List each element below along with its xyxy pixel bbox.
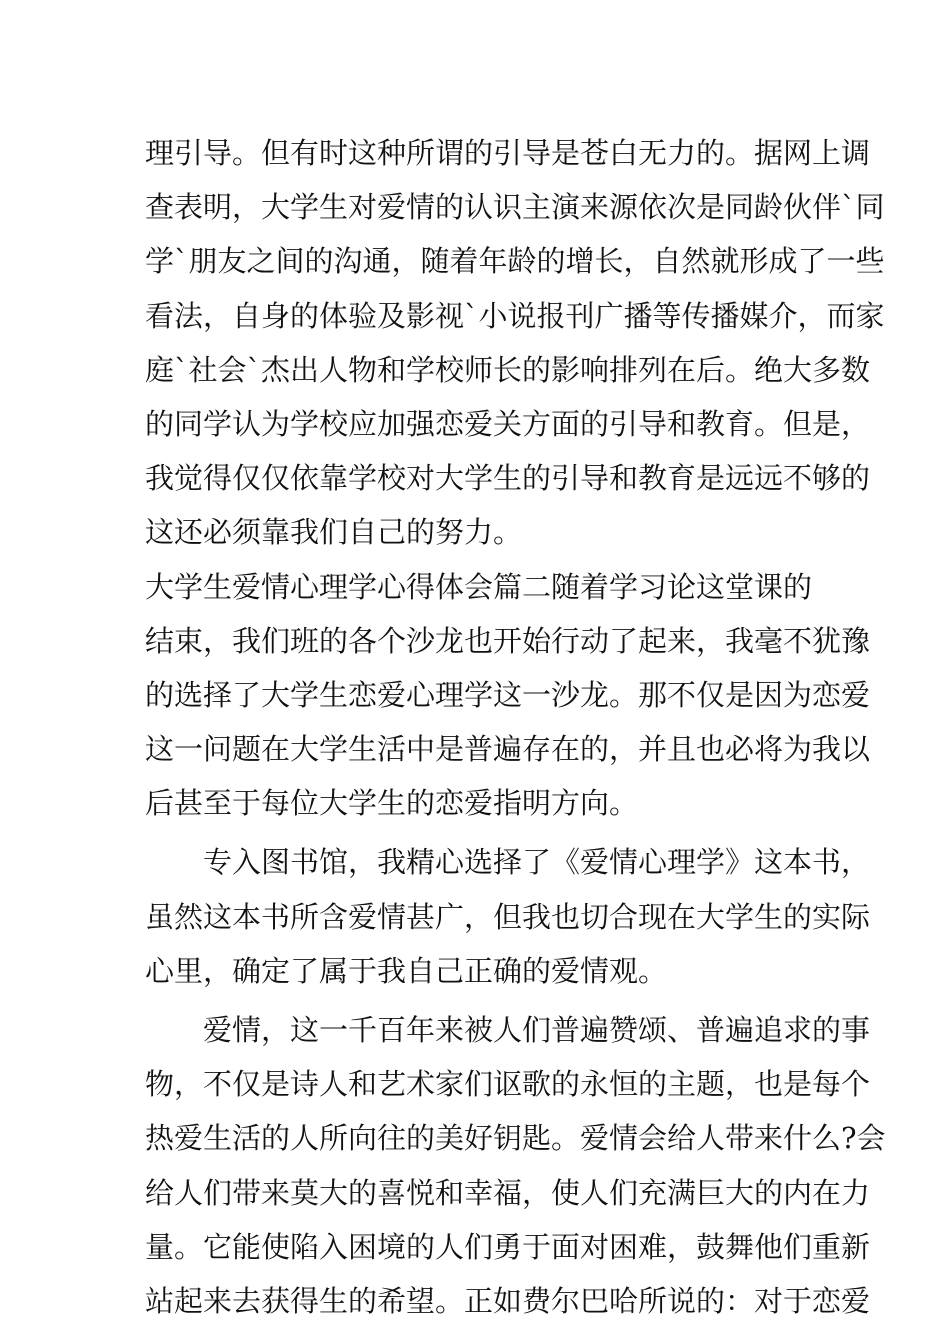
document-body <box>145 126 886 1328</box>
paragraph-3 <box>145 835 871 998</box>
text-line: 站起来去获得生的希望。正如费尔巴哈所说的：对于恋爱 <box>145 1283 871 1318</box>
text-line: 庭`社会`杰出人物和学校师长的影响排列在后。绝大多数 <box>145 352 871 387</box>
text-line: 学`朋友之间的沟通，随着年龄的增长，自然就形成了一些 <box>145 244 885 279</box>
text-line: 物，不仅是诗人和艺术家们讴歌的永恒的主题，也是每个 <box>145 1067 871 1102</box>
text-line: 专入图书馆，我精心选择了《爱情心理学》这本书， <box>203 845 871 880</box>
text-line: 心里，确定了属于我自己正确的爱情观。 <box>145 953 668 988</box>
text-line: 虽然这本书所含爱情甚广，但我也切合现在大学生的实际 <box>145 899 871 934</box>
paragraph-1 <box>145 126 885 560</box>
text-line: 理引导。但有时这种所谓的引导是苍白无力的。据网上调 <box>145 136 871 170</box>
text-line: 结束，我们班的各个沙龙也开始行动了起来，我毫不犹豫 <box>145 623 871 658</box>
text-line: 这一问题在大学生活中是普遍存在的，并且也必将为我以 <box>145 732 871 767</box>
text-line: 查表明，大学生对爱情的认识主演来源依次是同龄伙伴`同 <box>145 190 885 225</box>
section-heading: 大学生爱情心理学心得体会篇二 <box>145 569 552 604</box>
text-line-continuation: 随着学习论这堂课的 <box>551 569 813 604</box>
paragraph-4 <box>145 1003 886 1328</box>
section-heading-line <box>145 560 813 614</box>
text-line: 看法，自身的体验及影视`小说报刊广播等传播媒介，而家 <box>145 298 885 333</box>
section-heading-paragraph <box>145 560 871 831</box>
text-line: 的选择了大学生恋爱心理学这一沙龙。那不仅是因为恋爱 <box>145 677 871 712</box>
text-line: 的同学认为学校应加强恋爱关方面的引导和教育。但是， <box>145 406 871 441</box>
text-line: 我觉得仅仅依靠学校对大学生的引导和教育是远远不够的 <box>145 461 871 496</box>
text-line: 给人们带来莫大的喜悦和幸福，使人们充满巨大的内在力 <box>145 1175 871 1210</box>
text-line: 热爱生活的人所向往的美好钥匙。爱情会给人带来什么?会 <box>145 1121 886 1156</box>
text-line: 这还必须靠我们自己的努力。 <box>145 515 523 550</box>
text-line: 量。它能使陷入困境的人们勇于面对困难，鼓舞他们重新 <box>145 1229 871 1264</box>
text-line: 爱情，这一千百年来被人们普遍赞颂、普遍追求的事 <box>203 1013 871 1047</box>
text-line: 后甚至于每位大学生的恋爱指明方向。 <box>145 786 639 821</box>
